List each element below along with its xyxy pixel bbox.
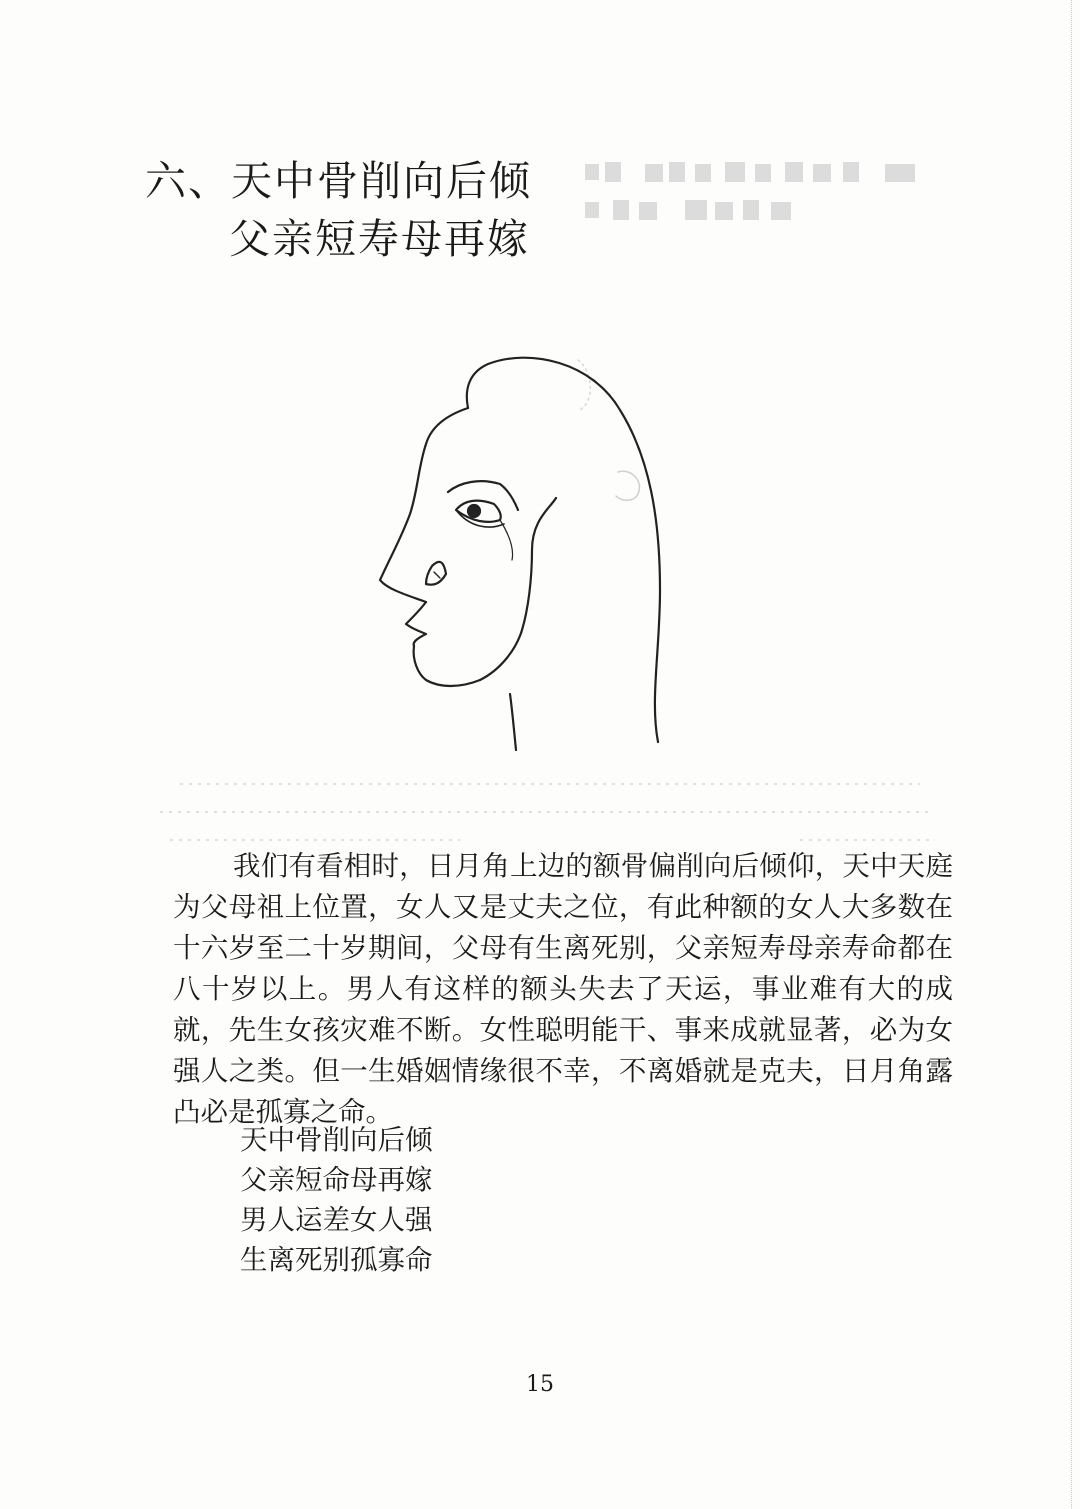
heading-line-1: 六、天中骨削向后倾: [145, 157, 532, 205]
verse-block: [240, 1120, 433, 1280]
bleed-through-middle: [160, 768, 940, 848]
page-edge: [1070, 0, 1072, 1509]
body-paragraph-block: [173, 846, 953, 1133]
heading-line-2: 父亲短寿母再嫁: [229, 215, 530, 263]
section-heading: [145, 152, 532, 268]
face-profile-illustration: [360, 340, 760, 760]
verse-line: 生离死别孤寡命: [240, 1244, 433, 1276]
verse-line: 天中骨削向后倾: [240, 1124, 433, 1156]
verse-line: 男人运差女人强: [240, 1204, 433, 1236]
verse-line: 父亲短命母再嫁: [240, 1164, 433, 1196]
page-number: 15: [526, 1372, 554, 1397]
bleed-through-top: [585, 158, 935, 228]
body-paragraph: 我们有看相时，日月角上边的额骨偏削向后倾仰，天中天庭为父母祖上位置，女人又是丈夫之位，有此种额的女人大多数在十六岁至二十岁期间，父母有生离死别，父亲短寿母亲寿命都在八十岁以上。男人有这样的额头失去了天运，事业难有大的成就，先生女孩灾难不断。女性聪明能干、事来成就显著，必为女强人之类。但一生婚姻情缘很不幸，不离婚就是克夫，日月角露凸必是孤寡之命。: [173, 850, 953, 1128]
